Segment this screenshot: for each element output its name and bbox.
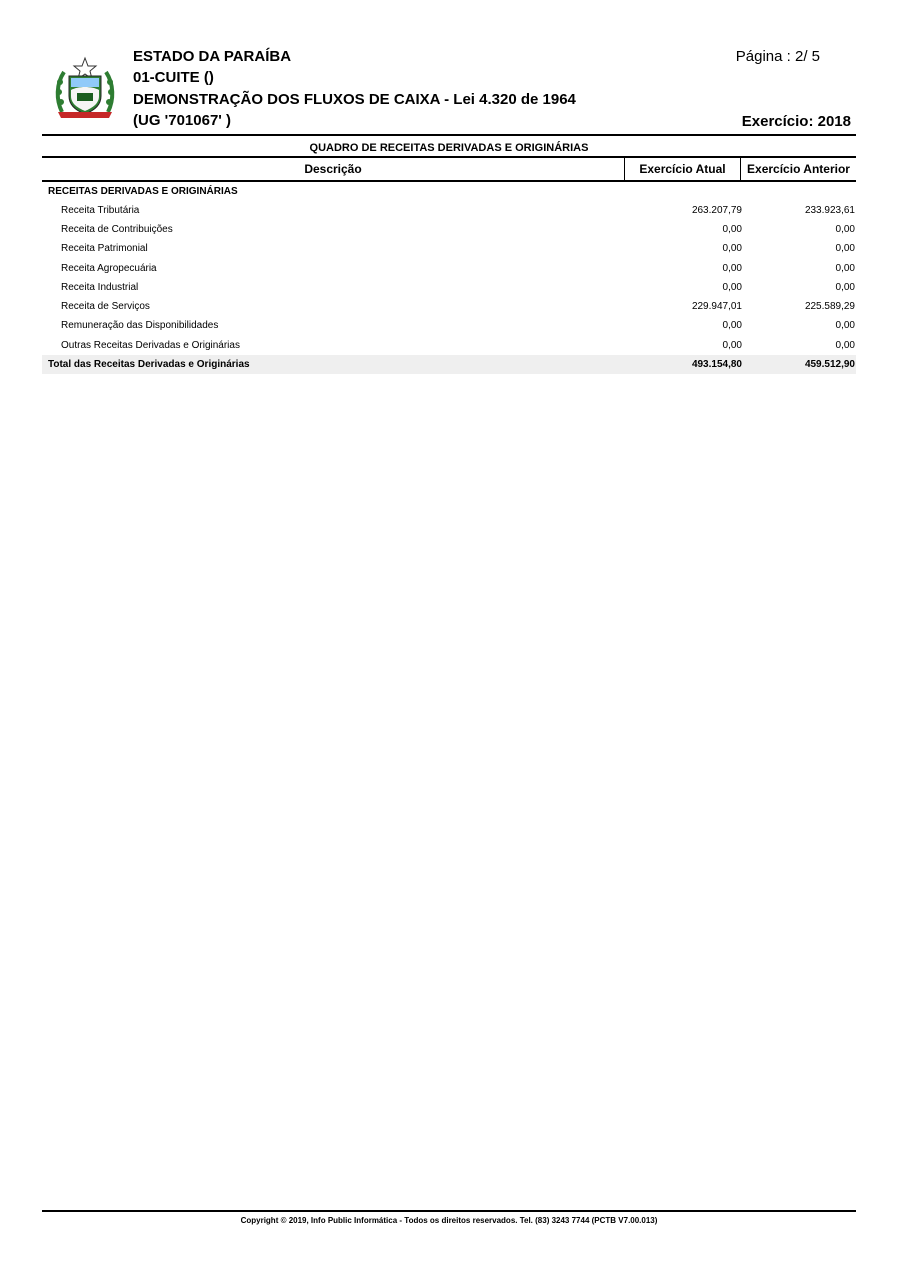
column-header-exercicio-atual: Exercício Atual [639, 162, 726, 176]
unit-code: (UG '701067' ) [133, 112, 232, 129]
row-value-atual: 0,00 [722, 282, 742, 293]
report-title: DEMONSTRAÇÃO DOS FLUXOS DE CAIXA - Lei 4.320 de 1964 [133, 91, 576, 108]
page-number: Página : 2/ 5 [735, 48, 820, 65]
state-crest-logo [54, 56, 116, 120]
table-row [42, 336, 856, 355]
row-value-atual: 0,00 [722, 340, 742, 351]
row-description: Receita Tributária [61, 205, 140, 216]
row-description: Receita Agropecuária [61, 263, 157, 274]
group-title: RECEITAS DERIVADAS E ORIGINÁRIAS [48, 186, 238, 197]
table-row [42, 220, 856, 239]
row-value-anterior: 0,00 [835, 320, 855, 331]
row-description: Receita de Contribuições [61, 224, 173, 235]
row-value-atual: 229.947,01 [691, 301, 742, 312]
table-row [42, 297, 856, 316]
footer-copyright: Copyright © 2019, Info Public Informática - Todos os direitos reservados. Tel. (83) 3243 7744 (PCTB V7.00.013) [240, 1216, 658, 1225]
row-value-anterior: 0,00 [835, 243, 855, 254]
row-description: Remuneração das Disponibilidades [61, 320, 219, 331]
row-value-atual: 0,00 [722, 224, 742, 235]
state-name: ESTADO DA PARAÍBA [133, 48, 292, 65]
table-row [42, 239, 856, 258]
row-value-atual: 0,00 [722, 243, 742, 254]
row-value-atual: 0,00 [722, 320, 742, 331]
row-value-anterior: 225.589,29 [804, 301, 855, 312]
section-title: QUADRO DE RECEITAS DERIVADAS E ORIGINÁRIAS [309, 142, 589, 154]
column-header-descricao: Descrição [304, 162, 362, 176]
row-description: Outras Receitas Derivadas e Originárias [61, 340, 240, 351]
row-value-anterior: 0,00 [835, 224, 855, 235]
table-row [42, 316, 856, 335]
row-value-anterior: 233.923,61 [804, 205, 855, 216]
total-value-atual: 493.154,80 [691, 359, 742, 370]
total-row [42, 355, 856, 374]
row-value-anterior: 0,00 [835, 263, 855, 274]
column-header-exercicio-anterior: Exercício Anterior [747, 162, 850, 176]
exercise-year: Exercício: 2018 [741, 113, 851, 130]
row-description: Receita Industrial [61, 282, 139, 293]
table-row [42, 259, 856, 278]
entity-name: 01-CUITE () [133, 69, 214, 86]
row-value-atual: 0,00 [722, 263, 742, 274]
table-row [42, 278, 856, 297]
row-value-atual: 263.207,79 [691, 205, 742, 216]
row-description: Receita Patrimonial [61, 243, 148, 254]
row-value-anterior: 0,00 [835, 282, 855, 293]
row-value-anterior: 0,00 [835, 340, 855, 351]
total-description: Total das Receitas Derivadas e Originárias [48, 359, 250, 370]
header-divider [42, 134, 856, 136]
table-header-rule [42, 180, 856, 182]
total-value-anterior: 459.512,90 [804, 359, 855, 370]
footer-divider [42, 1210, 856, 1212]
row-description: Receita de Serviços [61, 301, 150, 312]
table-row [42, 201, 856, 220]
